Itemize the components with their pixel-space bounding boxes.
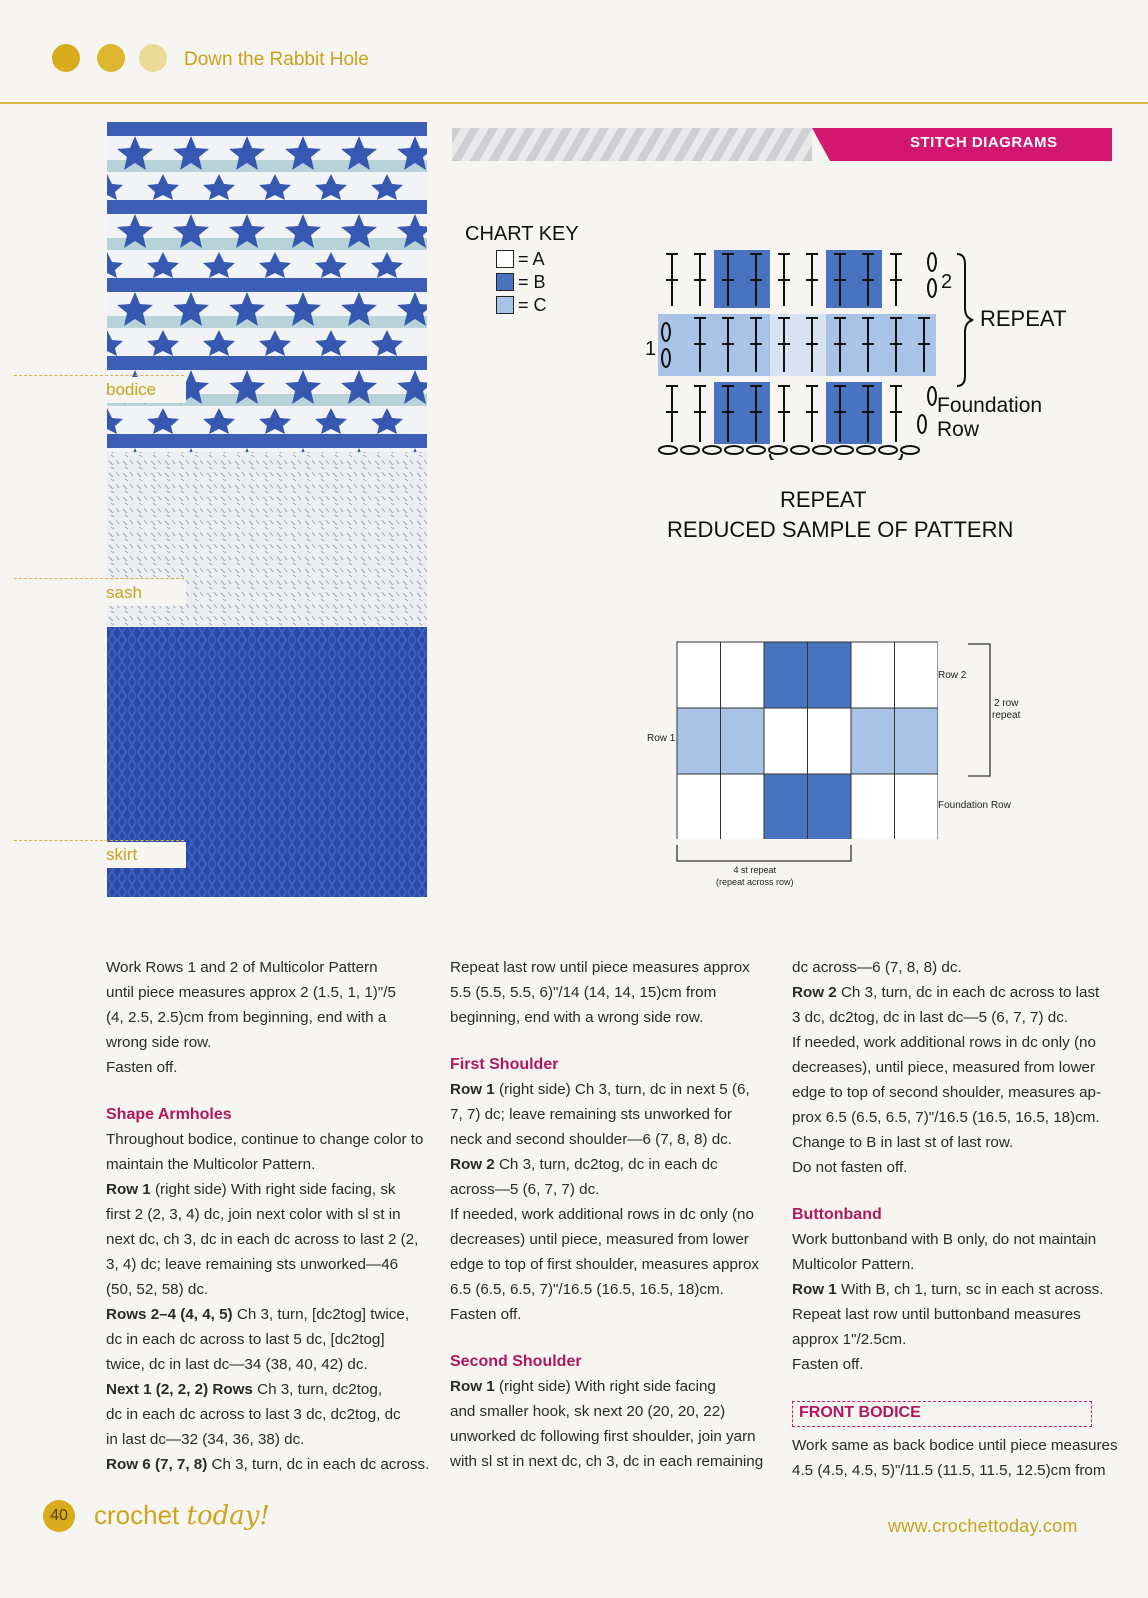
row-text: decreases), until piece, measured from lower bbox=[792, 1059, 1096, 1076]
text-line: (4, 2.5, 2.5)cm from beginning, end with a bbox=[106, 1009, 387, 1026]
text-line bbox=[106, 1252, 436, 1277]
row-label: Row 2 bbox=[792, 984, 837, 1001]
row-text: first 2 (2, 3, 4) dc, join next color with sl st in bbox=[106, 1206, 401, 1223]
foundation-line-2: Row bbox=[937, 418, 980, 441]
two-row-line-2: repeat bbox=[992, 710, 1021, 721]
callout-bodice: bodice bbox=[100, 377, 186, 403]
text-line bbox=[792, 1227, 1122, 1252]
row-text: Ch 3, turn, [dc2tog] twice, bbox=[232, 1306, 410, 1323]
grid-cell-c bbox=[895, 708, 939, 774]
text-line bbox=[792, 1130, 1122, 1155]
grid-cell-a bbox=[808, 708, 852, 774]
text-line bbox=[450, 1202, 780, 1227]
text-line bbox=[106, 1327, 436, 1352]
col3-lines-1 bbox=[792, 955, 1122, 1180]
row-text: 3, 4) dc; leave remaining sts unworked—46 bbox=[106, 1256, 399, 1273]
row-text: (50, 52, 58) dc. bbox=[106, 1281, 209, 1298]
row-text: Ch 3, turn, dc2tog, bbox=[252, 1381, 383, 1398]
row-text: edge to top of first shoulder, measures approx bbox=[450, 1256, 759, 1273]
grid-cell-c bbox=[677, 708, 721, 774]
text-line bbox=[106, 1302, 436, 1327]
row-label: Rows 2–4 (4, 4, 5) bbox=[106, 1306, 233, 1323]
text-line bbox=[450, 1449, 780, 1474]
section-title: Down the Rabbit Hole bbox=[184, 49, 369, 70]
two-row-line-1: 2 row bbox=[993, 698, 1019, 709]
text-line bbox=[450, 1127, 780, 1152]
text-column-3 bbox=[792, 955, 1122, 1483]
row-text: maintain the Multicolor Pattern. bbox=[106, 1156, 316, 1173]
key-row-b bbox=[496, 272, 546, 292]
grid-cell-a bbox=[677, 774, 721, 839]
stitch-diagram bbox=[650, 240, 953, 460]
grid-st-repeat bbox=[716, 864, 794, 888]
key-swatch-b bbox=[496, 273, 514, 291]
grid-cell-c bbox=[851, 708, 895, 774]
header-dot-3 bbox=[139, 44, 167, 72]
callout-line-sash bbox=[14, 578, 184, 579]
text-line bbox=[792, 1327, 1122, 1352]
stitch-row-1-label: 1 bbox=[645, 338, 657, 360]
row-label: Row 1 bbox=[106, 1181, 151, 1198]
st-repeat-line-2: (repeat across row) bbox=[716, 877, 794, 887]
row-text: Ch 3, turn, dc in each dc across. bbox=[207, 1456, 430, 1473]
grid-row-2-label: Row 2 bbox=[938, 670, 967, 681]
text-line bbox=[792, 1155, 1122, 1180]
text-line bbox=[106, 1452, 436, 1477]
row-text: (right side) With right side facing bbox=[494, 1378, 716, 1395]
row-text: Ch 3, turn, dc2tog, dc in each dc bbox=[494, 1156, 718, 1173]
grid-cell-b bbox=[764, 642, 808, 708]
callout-skirt: skirt bbox=[100, 842, 186, 868]
text-line: Fasten off. bbox=[106, 1059, 178, 1076]
col1-intro bbox=[106, 955, 436, 1080]
text-line: Repeat last row until piece measures approx bbox=[450, 959, 750, 976]
key-row-c bbox=[496, 295, 547, 315]
text-line bbox=[792, 1252, 1122, 1277]
grid-cell-a bbox=[677, 642, 721, 708]
heading-first-shoulder: First Shoulder bbox=[450, 1056, 559, 1073]
text-column-1 bbox=[106, 955, 436, 1477]
row-text: next dc, ch 3, dc in each dc across to last 2 (2, bbox=[106, 1231, 419, 1248]
key-label-c: = C bbox=[518, 294, 547, 315]
banner-label: STITCH DIAGRAMS bbox=[910, 134, 1058, 151]
grid-cell-b bbox=[764, 774, 808, 839]
row-text: Fasten off. bbox=[450, 1306, 522, 1323]
row-text: twice, dc in last dc—34 (38, 40, 42) dc. bbox=[106, 1356, 368, 1373]
brand-script: today! bbox=[186, 1501, 270, 1531]
row-text: neck and second shoulder—6 (7, 8, 8) dc. bbox=[450, 1131, 732, 1148]
text-line bbox=[106, 1152, 436, 1177]
row-label: Row 6 (7, 7, 8) bbox=[106, 1456, 208, 1473]
row-text: 3 dc, dc2tog, dc in last dc—5 (6, 7, 7) dc. bbox=[792, 1009, 1069, 1026]
grid-cell-c bbox=[721, 708, 765, 774]
chart-key-title: CHART KEY bbox=[465, 223, 579, 245]
row-label: Row 1 bbox=[792, 1281, 837, 1298]
text-line bbox=[792, 1105, 1122, 1130]
swatch-photo bbox=[107, 122, 427, 897]
row-text: dc in each dc across to last 3 dc, dc2tog, dc bbox=[106, 1406, 401, 1423]
row-label: Next 1 (2, 2, 2) Rows bbox=[106, 1381, 253, 1398]
text-line bbox=[106, 1202, 436, 1227]
grid-cell-a bbox=[764, 708, 808, 774]
banner-stripes bbox=[452, 128, 812, 161]
text-line: Work Rows 1 and 2 of Multicolor Pattern bbox=[106, 959, 378, 976]
text-line bbox=[106, 1227, 436, 1252]
row-label: Row 2 bbox=[450, 1156, 495, 1173]
row-text: in last dc—32 (34, 36, 38) dc. bbox=[106, 1431, 305, 1448]
text-line bbox=[450, 1277, 780, 1302]
text-line bbox=[106, 1127, 436, 1152]
col2-lines-1 bbox=[450, 1077, 780, 1327]
text-line bbox=[450, 1152, 780, 1177]
text-line bbox=[792, 1302, 1122, 1327]
grid-cell-a bbox=[721, 642, 765, 708]
text-line bbox=[450, 1302, 780, 1327]
stitch-repeat-bottom: REPEAT bbox=[780, 487, 867, 512]
row-text: (right side) With right side facing, sk bbox=[150, 1181, 396, 1198]
text-line bbox=[106, 1427, 436, 1452]
text-line bbox=[106, 1177, 436, 1202]
text-line bbox=[106, 1402, 436, 1427]
key-swatch-a bbox=[496, 250, 514, 268]
text-line bbox=[792, 1055, 1122, 1080]
stitch-row-2-label: 2 bbox=[941, 271, 953, 293]
row-text: Work same as back bodice until piece measures bbox=[792, 1437, 1118, 1454]
text-line bbox=[450, 1102, 780, 1127]
row-text: edge to top of second shoulder, measures ap- bbox=[792, 1084, 1102, 1101]
row-text: dc across—6 (7, 8, 8) dc. bbox=[792, 959, 962, 976]
row-text: with sl st in next dc, ch 3, dc in each remaining bbox=[450, 1453, 764, 1470]
callout-line-bodice bbox=[14, 375, 184, 376]
row-text: Work buttonband with B only, do not maintain bbox=[792, 1231, 1097, 1248]
text-line: until piece measures approx 2 (1.5, 1, 1)"/5 bbox=[106, 984, 396, 1001]
col3-lines-3 bbox=[792, 1433, 1122, 1483]
text-line bbox=[792, 1352, 1122, 1377]
row-label: Row 1 bbox=[450, 1081, 495, 1098]
col3-lines-2 bbox=[792, 1227, 1122, 1377]
grid-cell-a bbox=[851, 774, 895, 839]
col2-intro bbox=[450, 955, 780, 1030]
row-text: If needed, work additional rows in dc only (no bbox=[450, 1206, 754, 1223]
key-label-a: = A bbox=[518, 248, 545, 269]
text-line bbox=[450, 1399, 780, 1424]
header-dot-2 bbox=[97, 44, 125, 72]
row-text: dc in each dc across to last 5 dc, [dc2tog] bbox=[106, 1331, 385, 1348]
text-line bbox=[450, 1252, 780, 1277]
stitch-foundation-label bbox=[937, 394, 1042, 442]
key-row-a bbox=[496, 249, 545, 269]
row-text: 7, 7) dc; leave remaining sts unworked for bbox=[450, 1106, 732, 1123]
text-line bbox=[792, 955, 1122, 980]
brand-word: crochet bbox=[94, 1500, 180, 1530]
header-dot-1 bbox=[52, 44, 80, 72]
row-text: If needed, work additional rows in dc only (no bbox=[792, 1034, 1096, 1051]
row-text: Change to B in last st of last row. bbox=[792, 1134, 1014, 1151]
text-column-2 bbox=[450, 955, 780, 1474]
grid-cell-b bbox=[808, 642, 852, 708]
col2-lines-2 bbox=[450, 1374, 780, 1474]
text-line bbox=[450, 1227, 780, 1252]
row-text: decreases) until piece, measured from lower bbox=[450, 1231, 749, 1248]
page-number: 40 bbox=[43, 1500, 75, 1532]
row-text: Repeat last row until buttonband measures bbox=[792, 1306, 1081, 1323]
stitch-repeat-right: REPEAT bbox=[980, 306, 1067, 331]
grid-cell-a bbox=[895, 774, 939, 839]
row-text: Ch 3, turn, dc in each dc across to last bbox=[836, 984, 1100, 1001]
row-text: (right side) Ch 3, turn, dc in next 5 (6, bbox=[494, 1081, 750, 1098]
text-line: 5.5 (5.5, 5.5, 6)"/14 (14, 14, 15)cm from bbox=[450, 984, 717, 1001]
repeat-brace bbox=[955, 252, 979, 388]
row-text: Multicolor Pattern. bbox=[792, 1256, 915, 1273]
callout-line-skirt bbox=[14, 840, 184, 841]
text-line bbox=[450, 1077, 780, 1102]
header-rule bbox=[0, 102, 1148, 104]
grid-row-1-label: Row 1 bbox=[647, 733, 676, 744]
grid-foundation-label: Foundation Row bbox=[938, 800, 1011, 811]
text-line bbox=[792, 1458, 1122, 1483]
row-text: Do not fasten off. bbox=[792, 1159, 908, 1176]
callout-sash: sash bbox=[100, 580, 186, 606]
text-line bbox=[792, 1005, 1122, 1030]
text-line bbox=[106, 1277, 436, 1302]
grid-st-bracket bbox=[676, 843, 852, 863]
grid-cell-b bbox=[808, 774, 852, 839]
text-line bbox=[106, 1377, 436, 1402]
row-text: Fasten off. bbox=[792, 1356, 864, 1373]
row-text: and smaller hook, sk next 20 (20, 20, 22) bbox=[450, 1403, 726, 1420]
row-text: Throughout bodice, continue to change color to bbox=[106, 1131, 424, 1148]
grid-two-row-repeat bbox=[992, 698, 1020, 722]
heading-second-shoulder: Second Shoulder bbox=[450, 1353, 582, 1370]
col1-lines bbox=[106, 1127, 436, 1477]
text-line bbox=[106, 1352, 436, 1377]
row-label: Row 1 bbox=[450, 1378, 495, 1395]
row-text: With B, ch 1, turn, sc in each st across. bbox=[836, 1281, 1104, 1298]
stitch-caption: REDUCED SAMPLE OF PATTERN bbox=[667, 517, 1014, 542]
grid-chart bbox=[676, 641, 938, 839]
text-line bbox=[792, 1080, 1122, 1105]
brand-logo bbox=[94, 1500, 270, 1531]
grid-cell-a bbox=[721, 774, 765, 839]
text-line bbox=[792, 1277, 1122, 1302]
row-text: prox 6.5 (6.5, 6.5, 7)"/16.5 (16.5, 16.5, 18)cm. bbox=[792, 1109, 1100, 1126]
grid-cell-a bbox=[895, 642, 939, 708]
row-text: approx 1"/2.5cm. bbox=[792, 1331, 907, 1348]
key-swatch-c bbox=[496, 296, 514, 314]
row-text: 4.5 (4.5, 4.5, 5)"/11.5 (11.5, 11.5, 12.5)cm from bbox=[792, 1462, 1106, 1479]
heading-buttonband: Buttonband bbox=[792, 1206, 882, 1223]
foundation-line-1: Foundation bbox=[937, 394, 1043, 417]
st-repeat-line-1: 4 st repeat bbox=[733, 865, 777, 875]
row-text: unworked dc following first shoulder, join yarn bbox=[450, 1428, 756, 1445]
text-line bbox=[792, 1030, 1122, 1055]
heading-front-bodice: FRONT BODICE bbox=[792, 1401, 1092, 1427]
grid-cell-a bbox=[851, 642, 895, 708]
heading-shape-armholes: Shape Armholes bbox=[106, 1106, 232, 1123]
text-line bbox=[450, 1424, 780, 1449]
row-text: 6.5 (6.5, 6.5, 7)"/16.5 (16.5, 16.5, 18)cm. bbox=[450, 1281, 724, 1298]
text-line bbox=[450, 1177, 780, 1202]
text-line: beginning, end with a wrong side row. bbox=[450, 1009, 704, 1026]
text-line bbox=[792, 1433, 1122, 1458]
key-label-b: = B bbox=[518, 271, 546, 292]
website-url: www.crochettoday.com bbox=[888, 1516, 1078, 1536]
text-line: wrong side row. bbox=[106, 1034, 212, 1051]
text-line bbox=[792, 980, 1122, 1005]
row-text: across—5 (6, 7, 7) dc. bbox=[450, 1181, 600, 1198]
text-line bbox=[450, 1374, 780, 1399]
